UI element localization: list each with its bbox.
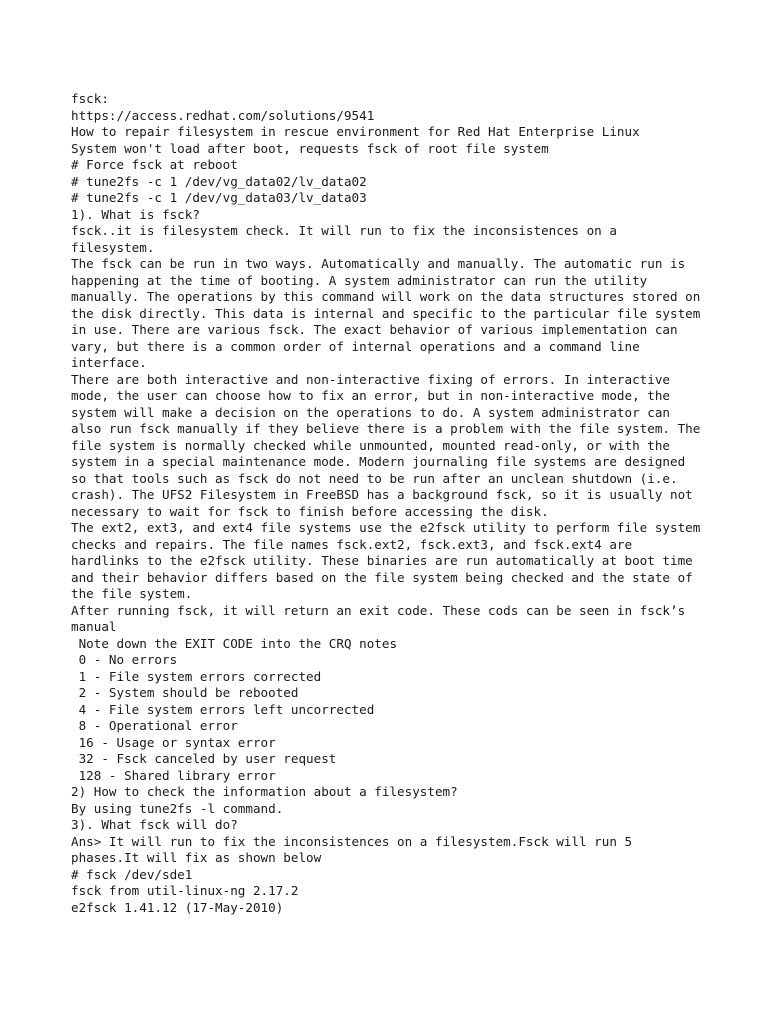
text-line: 32 - Fsck canceled by user request [71, 751, 337, 766]
text-line: 16 - Usage or syntax error [71, 734, 276, 750]
text-line: 1). What is fsck? [71, 206, 200, 222]
text-line: and their behavior differs based on the file system being checked and the state of [71, 569, 693, 585]
text-line: necessary to wait for fsck to finish before accessing the disk. [71, 503, 549, 519]
text-line: # Force fsck at reboot [71, 157, 238, 172]
text-line: file system is normally checked while unmounted, mounted read-only, or with the [71, 437, 670, 453]
text-line: The fsck can be run in two ways. Automatically and manually. The automatic run is [71, 256, 686, 271]
text-line: Note down the EXIT CODE into the CRQ notes [71, 635, 398, 651]
text-line: the file system. [71, 586, 193, 601]
text-line: 3). What fsck will do? [71, 817, 238, 832]
text-line: vary, but there is a common order of internal operations and a command line [71, 338, 640, 354]
text-line: hardlinks to the e2fsck utility. These binaries are run automatically at boot time [71, 553, 693, 568]
text-line: # tune2fs -c 1 /dev/vg_data03/lv_data03 [71, 190, 367, 205]
text-line: manually. The operations by this command will work on the data structures stored on [71, 289, 701, 304]
text-line: By using tune2fs -l command. [71, 800, 284, 816]
text-line: # tune2fs -c 1 /dev/vg_data02/lv_data02 [71, 173, 367, 189]
text-line: 4 - File system errors left uncorrected [71, 701, 375, 717]
text-line: 2 - System should be rebooted [71, 685, 299, 700]
text-line: mode, the user can choose how to fix an error, but in non-interactive mode, the [71, 388, 670, 403]
document-page [71, 91, 711, 916]
text-line: System won't load after boot, requests fsck of root file system [71, 140, 549, 156]
text-line: filesystem. [71, 239, 155, 255]
text-line: checks and repairs. The file names fsck.ext2, fsck.ext3, and fsck.ext4 are [71, 536, 633, 552]
text-line: fsck: [71, 91, 109, 106]
text-line: 128 - Shared library error [71, 767, 276, 783]
text-line: happening at the time of booting. A system administrator can run the utility [71, 272, 648, 288]
text-line: After running fsck, it will return an exit code. These cods can be seen in fsck’s [71, 602, 686, 618]
text-line: manual [71, 619, 117, 634]
text-line: https://access.redhat.com/solutions/9541 [71, 107, 375, 123]
text-line: fsck from util-linux-ng 2.17.2 [71, 883, 299, 898]
text-line: crash). The UFS2 Filesystem in FreeBSD has a background fsck, so it is usually not [71, 487, 693, 502]
text-line: 0 - No errors [71, 652, 178, 667]
text-line: e2fsck 1.41.12 (17-May-2010) [71, 899, 284, 915]
text-line: also run fsck manually if they believe there is a problem with the file system. The [71, 421, 701, 436]
text-line: system will make a decision on the operations to do. A system administrator can [71, 404, 670, 420]
text-line: in use. There are various fsck. The exact behavior of various implementation can [71, 322, 678, 337]
text-line: interface. [71, 355, 147, 370]
text-line: the disk directly. This data is internal and specific to the particular file system [71, 305, 701, 321]
text-line: How to repair filesystem in rescue environment for Red Hat Enterprise Linux [71, 124, 640, 139]
text-line: Ans> It will run to fix the inconsistences on a filesystem.Fsck will run 5 [71, 833, 633, 849]
text-line: so that tools such as fsck do not need to be run after an unclean shutdown (i.e. [71, 470, 678, 486]
text-line: The ext2, ext3, and ext4 file systems use the e2fsck utility to perform file system [71, 520, 701, 535]
text-line: 2) How to check the information about a filesystem? [71, 784, 458, 799]
text-line: fsck..it is filesystem check. It will run to fix the inconsistences on a [71, 223, 617, 238]
text-line: system in a special maintenance mode. Modern journaling file systems are designed [71, 454, 686, 469]
text-line: There are both interactive and non-interactive fixing of errors. In interactive [71, 371, 670, 387]
text-line: phases.It will fix as shown below [71, 850, 322, 865]
text-line: 1 - File system errors corrected [71, 668, 322, 684]
text-line: 8 - Operational error [71, 718, 238, 733]
text-line: # fsck /dev/sde1 [71, 866, 193, 882]
